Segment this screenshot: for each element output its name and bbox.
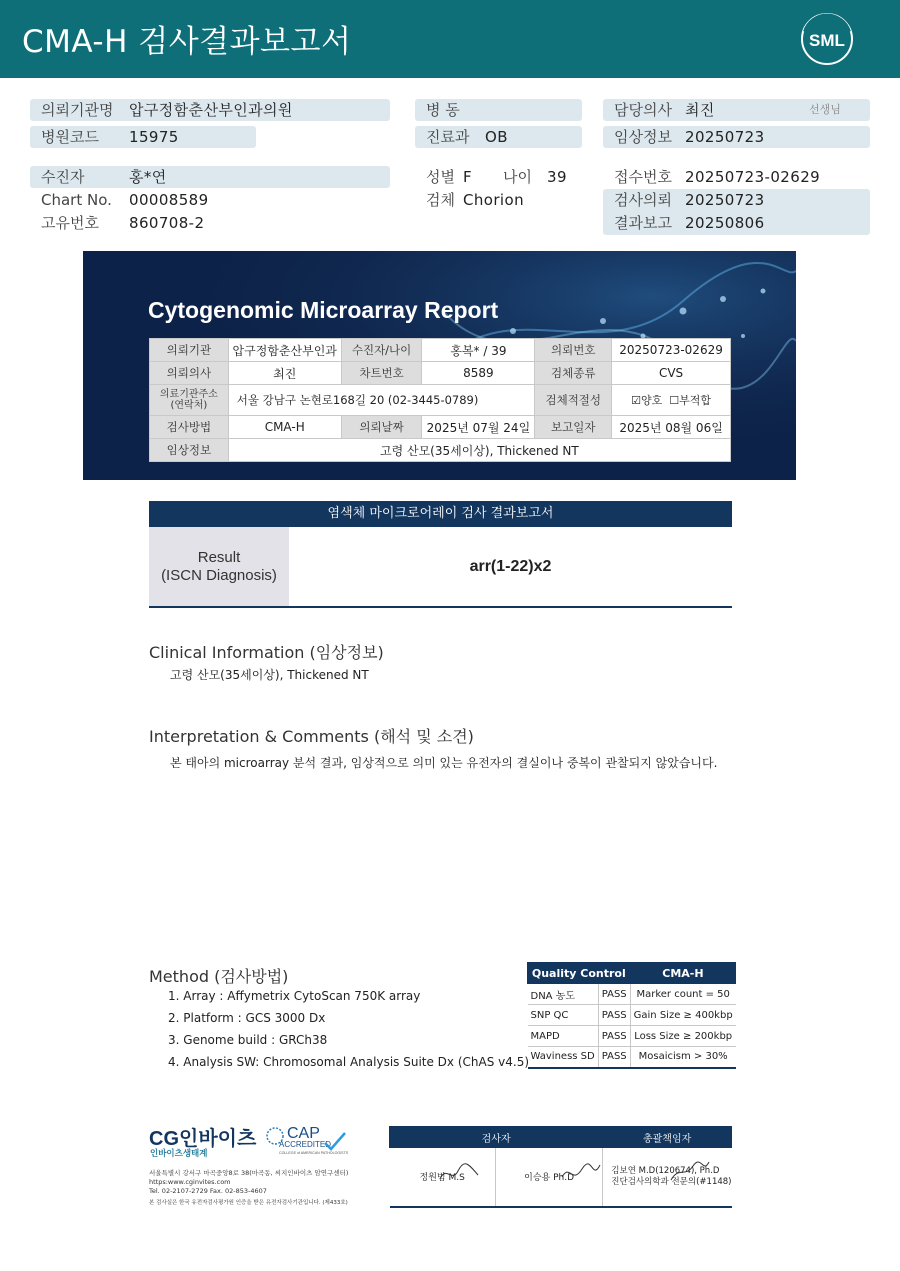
banner-cell-header: 의뢰기관 [150, 339, 229, 362]
banner-cell: 압구정함춘산부인과 [228, 339, 341, 362]
qc-name: DNA 농도 [528, 984, 599, 1005]
banner-row [150, 339, 731, 362]
specimen-label: 검체 [426, 191, 455, 209]
footer-phone: Tel. 02-2107-2729 Fax. 02-853-4607 [149, 1187, 267, 1195]
method-list [168, 988, 529, 1076]
signature-scribble-icon [669, 1160, 711, 1184]
cap-accredited-logo-icon [265, 1123, 350, 1157]
qc-name: Waviness SD [528, 1047, 599, 1068]
footer-address: 서울특별시 강서구 마곡중앙8로 38(마곡동, 씨지인바이츠 암연구센터) [149, 1169, 349, 1177]
qc-status: PASS [598, 1026, 630, 1047]
qc-name: MAPD [528, 1026, 599, 1047]
result-label-line1: Result [197, 549, 241, 566]
adequacy-checkboxes [612, 385, 731, 416]
footer-website: https:www.cginvites.com [149, 1178, 231, 1186]
doctor-field [603, 99, 870, 121]
interpretation-heading: Interpretation & Comments (해석 및 소견) [149, 727, 474, 746]
cap-accredited-text: ACCREDITED [279, 1140, 332, 1149]
logo-text: SML [809, 31, 845, 50]
banner-cell: 8589 [422, 362, 535, 385]
banner-cell: 20250723-02629 [612, 339, 731, 362]
director-name: 김보연 M.D(120674), Ph.D [611, 1165, 720, 1176]
banner-address: 서울 강남구 논현로168길 20 (02-3445-0789) [228, 385, 535, 416]
qc-header-row [528, 963, 736, 984]
banner-cell-header: 의뢰의사 [150, 362, 229, 385]
signature-scribble-icon [560, 1161, 602, 1185]
interpretation-text: 본 태아의 microarray 분석 결과, 임상적으로 의미 있는 유전자의 결실이나 중복이 관찰되지 않았습니다. [170, 756, 718, 770]
banner-cell-header: 검체적절성 [535, 385, 612, 416]
ok-checkbox-icon: ☑ [631, 394, 641, 407]
banner-cell-header: 차트번호 [341, 362, 422, 385]
banner-title: Cytogenomic Microarray Report [148, 297, 499, 323]
id-value: 860708-2 [129, 214, 205, 232]
hospital-code-label: 병원코드 [41, 128, 99, 146]
banner-cell-header: 수진자/나이 [341, 339, 422, 362]
chart-field [30, 189, 390, 211]
patient-label: 수진자 [41, 168, 85, 186]
cg-invites-logo: CG인바이츠 [149, 1128, 257, 1150]
signature-table [389, 1126, 732, 1208]
banner-row [150, 362, 731, 385]
cap-college-text: COLLEGE of AMERICAN PATHOLOGISTS [279, 1151, 349, 1155]
id-field [30, 212, 390, 234]
banner-cell: 최진 [228, 362, 341, 385]
clinical-value: 20250723 [685, 128, 765, 146]
qc-status: PASS [598, 984, 630, 1005]
header-bar [0, 0, 900, 78]
qc-row [528, 1005, 736, 1026]
banner-row [150, 439, 731, 462]
banner-cell-header [150, 385, 229, 416]
method-item: 1. Array : Affymetrix CytoScan 750K array [168, 989, 421, 1003]
request-value: 20250723 [685, 191, 765, 209]
ng-checkbox-icon: ☐ [669, 394, 680, 407]
qc-criteria: Gain Size ≥ 400kbp [630, 1005, 736, 1026]
quality-control-table [527, 962, 736, 1069]
director-header: 총괄책임자 [603, 1127, 732, 1148]
sex-label: 성별 [426, 168, 455, 186]
method-item: 4. Analysis SW: Chromosomal Analysis Suite Dx (ChAS v4.5) [168, 1055, 530, 1069]
examiner1-signature [390, 1148, 496, 1207]
dept-label: 진료과 [426, 128, 470, 146]
banner-cell: 홍복* / 39 [422, 339, 535, 362]
ward-field [415, 99, 582, 121]
banner-cell: 2025년 07월 24일 [422, 416, 535, 439]
qc-status: PASS [598, 1005, 630, 1026]
receipt-label: 접수번호 [614, 168, 672, 186]
chart-value: 00008589 [129, 191, 209, 209]
receipt-value: 20250723-02629 [685, 168, 821, 186]
method-heading: Method (검사방법) [149, 967, 289, 986]
ward-label: 병 동 [426, 101, 460, 119]
director-title: 진단검사의학과 전문의(#1148) [611, 1176, 732, 1187]
institution-field [30, 99, 390, 121]
request-report-field [603, 189, 870, 235]
banner-clinical: 고령 산모(35세이상), Thickened NT [228, 439, 730, 462]
banner-row [150, 385, 731, 416]
banner-cell-header: 의뢰날짜 [341, 416, 422, 439]
qc-criteria: Loss Size ≥ 200kbp [630, 1026, 736, 1047]
banner-row [150, 416, 731, 439]
clinical-info-text: 고령 산모(35세이상), Thickened NT [170, 668, 369, 682]
receipt-field [603, 166, 870, 188]
result-label-line2: (ISCN Diagnosis) [161, 567, 277, 584]
clinical-label: 임상정보 [614, 128, 672, 146]
request-label: 검사의뢰 [614, 191, 672, 209]
chart-label: Chart No. [41, 191, 112, 209]
director-signature [603, 1148, 732, 1207]
examiner1-name: 정원범 M.S [419, 1173, 465, 1184]
page-title: CMA-H 검사결과보고서 [22, 24, 352, 60]
banner-cell-header: 검사방법 [150, 416, 229, 439]
signature-header-row [390, 1127, 732, 1148]
examiner-header: 검사자 [390, 1127, 603, 1148]
result-label [149, 527, 289, 606]
qc-criteria: Marker count = 50 [630, 984, 736, 1005]
banner-cell: CVS [612, 362, 731, 385]
qc-header: Quality Control [528, 963, 631, 984]
result-box [149, 527, 732, 608]
banner-cell-header: 의뢰번호 [535, 339, 612, 362]
method-item: 2. Platform : GCS 3000 Dx [168, 1011, 326, 1025]
patient-field [30, 166, 390, 188]
clinical-info-heading: Clinical Information (임상정보) [149, 643, 384, 662]
age-value: 39 [547, 168, 567, 186]
banner-cell-header: 검체종류 [535, 362, 612, 385]
clinical-field [603, 126, 870, 148]
method-item: 3. Genome build : GRCh38 [168, 1033, 328, 1047]
result-value: arr(1-22)x2 [469, 558, 552, 575]
report-value: 20250806 [685, 214, 765, 232]
specimen-field [415, 189, 595, 211]
doctor-label: 담당의사 [614, 101, 672, 119]
report-banner [83, 251, 796, 480]
id-label: 고유번호 [41, 214, 99, 232]
institution-value: 압구정함춘산부인과의원 [129, 101, 293, 119]
age-label: 나이 [503, 168, 532, 186]
address-header-line2: (연락처) [170, 400, 208, 411]
sml-logo-icon [800, 12, 854, 66]
patient-value: 홍*연 [129, 168, 167, 186]
examiner2-name: 이승용 Ph.D [524, 1173, 575, 1184]
specimen-value: Chorion [463, 191, 524, 209]
sex-value: F [463, 168, 473, 186]
examiner2-signature [495, 1148, 602, 1207]
banner-info-table [149, 338, 731, 462]
banner-cell: CMA-H [228, 416, 341, 439]
cg-invites-sub: 인바이츠생태계 [150, 1149, 208, 1159]
footer-certification: 본 검사실은 한국 유전자검사평가원 인증을 받은 유전자검사기관입니다. (제433호) [149, 1200, 348, 1206]
signature-row [390, 1148, 732, 1207]
banner-cell-header: 보고일자 [535, 416, 612, 439]
dept-field [415, 126, 582, 148]
institution-label: 의뢰기관명 [41, 101, 114, 119]
qc-row [528, 1026, 736, 1047]
hospital-code-value: 15975 [129, 128, 179, 146]
doctor-suffix: 선생님 [809, 103, 841, 116]
hospital-code-field [30, 126, 256, 148]
qc-header: CMA-H [630, 963, 736, 984]
sex-age-field [415, 166, 595, 188]
ok-label: 양호 [640, 394, 663, 407]
qc-name: SNP QC [528, 1005, 599, 1026]
address-header-line1: 의료기관주소 [159, 389, 218, 400]
banner-cell: 2025년 08월 06일 [612, 416, 731, 439]
qc-row [528, 1047, 736, 1068]
signature-scribble-icon [438, 1161, 480, 1185]
qc-row [528, 984, 736, 1005]
result-section-title: 염색체 마이크로어레이 검사 결과보고서 [149, 501, 732, 527]
qc-status: PASS [598, 1047, 630, 1068]
qc-criteria: Mosaicism > 30% [630, 1047, 736, 1068]
doctor-value: 최진 [685, 101, 715, 119]
cap-text: CAP [287, 1125, 320, 1142]
banner-cell-header: 임상정보 [150, 439, 229, 462]
report-label: 결과보고 [614, 214, 672, 232]
ng-label: 부적합 [679, 394, 712, 407]
dept-value: OB [485, 128, 508, 146]
